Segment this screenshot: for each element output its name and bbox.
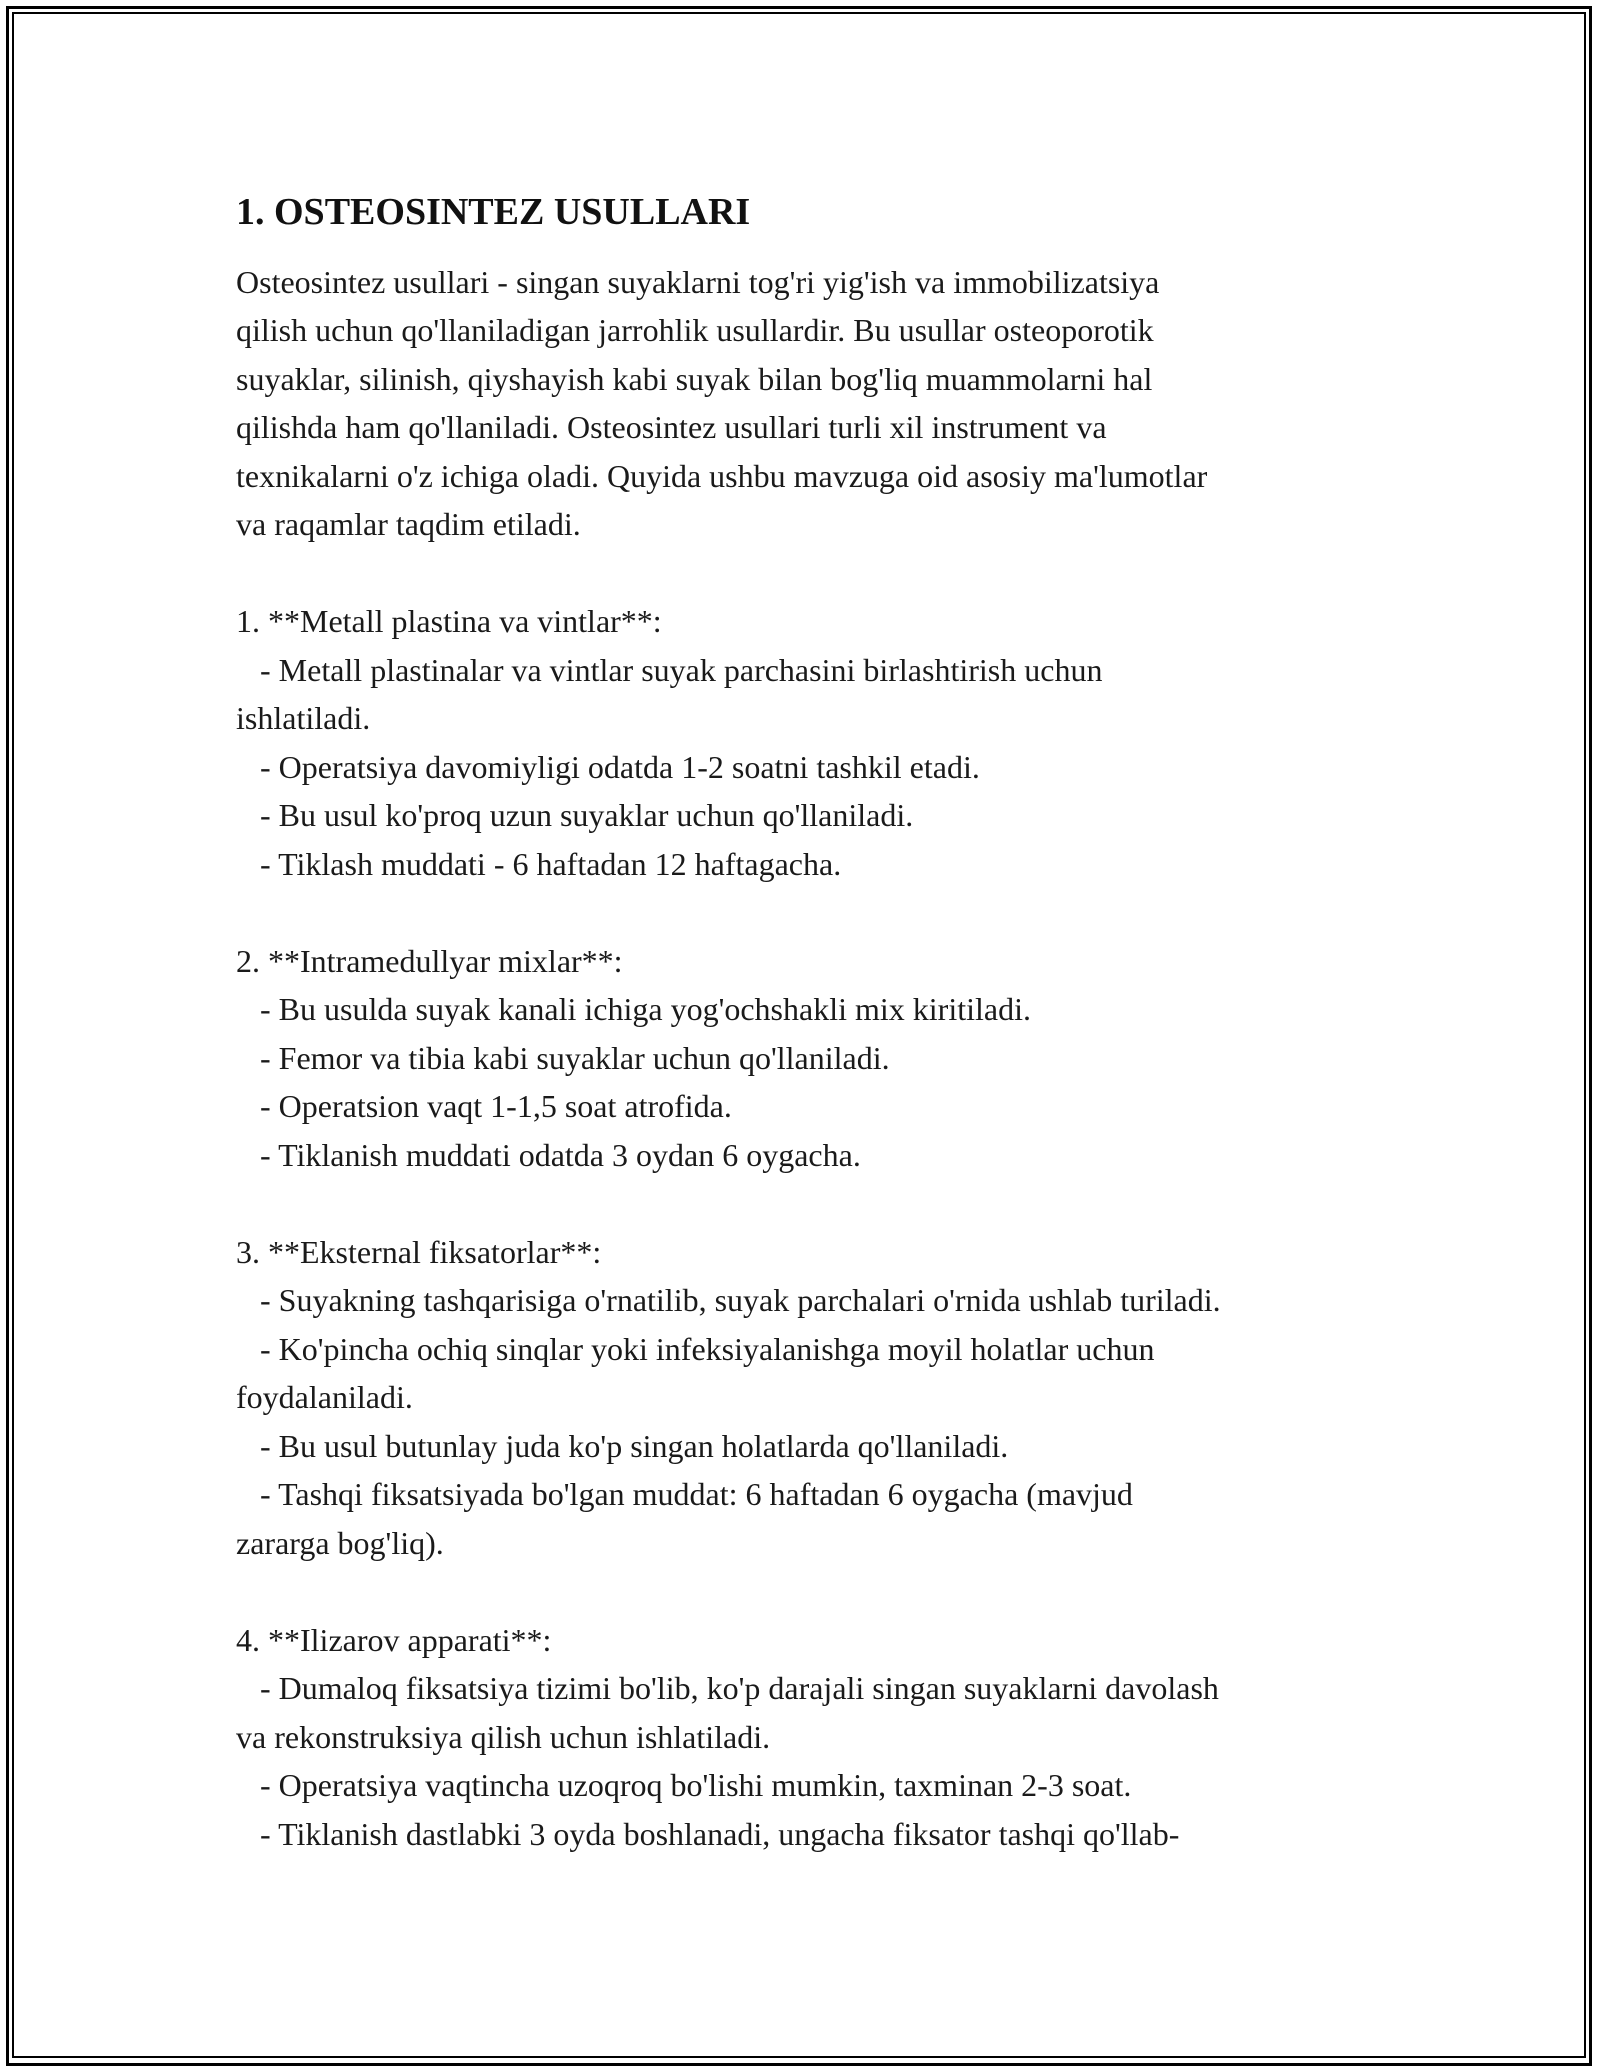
document-body [236,258,1396,1859]
text-line: 2. **Intramedullyar mixlar**: [236,942,623,979]
text-line: - Tashqi fiksatsiyada bo'lgan muddat: 6 haftadan 6 oygacha (mavjud [236,1476,1133,1513]
text-line: ishlatiladi. [236,700,371,737]
text-line: 4. **Ilizarov apparati**: [236,1621,552,1658]
blank-line [236,1179,1396,1228]
text-line: qilishda ham qo'llaniladi. Osteosintez usullari turli xil instrument va [236,409,1107,446]
text-line: - Suyakning tashqarisiga o'rnatilib, suyak parchalari o'rnida ushlab turiladi. [236,1282,1221,1319]
blank-line [236,549,1396,598]
text-line: - Tiklanish muddati odatda 3 oydan 6 oygacha. [236,1136,861,1173]
text-line: suyaklar, silinish, qiyshayish kabi suyak bilan bog'liq muammolarni hal [236,360,1153,397]
blank-line [236,1567,1396,1616]
text-line: va raqamlar taqdim etiladi. [236,506,581,543]
text-line: 1. **Metall plastina va vintlar**: [236,603,662,640]
text-line: 3. **Eksternal fiksatorlar**: [236,1233,602,1270]
text-line: texnikalarni o'z ichiga oladi. Quyida ushbu mavzuga oid asosiy ma'lumotlar [236,457,1208,494]
text-line: - Bu usul butunlay juda ko'p singan holatlarda qo'llaniladi. [236,1427,1009,1464]
document-page [236,180,1396,1858]
text-line: - Femor va tibia kabi suyaklar uchun qo'llaniladi. [236,1039,890,1076]
section-title: 1. OSTEOSINTEZ USULLARI [236,191,751,233]
text-line: - Operatsiya vaqtincha uzoqroq bo'lishi mumkin, taxminan 2-3 soat. [236,1767,1132,1804]
text-line: va rekonstruksiya qilish uchun ishlatiladi. [236,1718,771,1755]
text-line: - Operatsion vaqt 1-1,5 soat atrofida. [236,1088,732,1125]
text-line: - Dumaloq fiksatsiya tizimi bo'lib, ko'p darajali singan suyaklarni davolash [236,1670,1219,1707]
text-line: - Operatsiya davomiyligi odatda 1-2 soatni tashkil etadi. [236,748,980,785]
text-line: zararga bog'liq). [236,1524,444,1561]
text-line: - Tiklanish dastlabki 3 oyda boshlanadi, ungacha fiksator tashqi qo'llab- [236,1815,1180,1852]
text-line: Osteosintez usullari - singan suyaklarni tog'ri yig'ish va immobilizatsiya [236,263,1160,300]
text-line: - Tiklash muddati - 6 haftadan 12 haftagacha. [236,845,842,882]
text-line: foydalaniladi. [236,1379,413,1416]
text-line: - Metall plastinalar va vintlar suyak parchasini birlashtirish uchun [236,651,1103,688]
text-line: qilish uchun qo'llaniladigan jarrohlik usullardir. Bu usullar osteoporotik [236,312,1154,349]
text-line: - Ko'pincha ochiq sinqlar yoki infeksiyalanishga moyil holatlar uchun [236,1330,1155,1367]
text-line: - Bu usulda suyak kanali ichiga yog'ochshakli mix kiritiladi. [236,991,1031,1028]
text-line: - Bu usul ko'proq uzun suyaklar uchun qo'llaniladi. [236,797,914,834]
blank-line [236,888,1396,937]
